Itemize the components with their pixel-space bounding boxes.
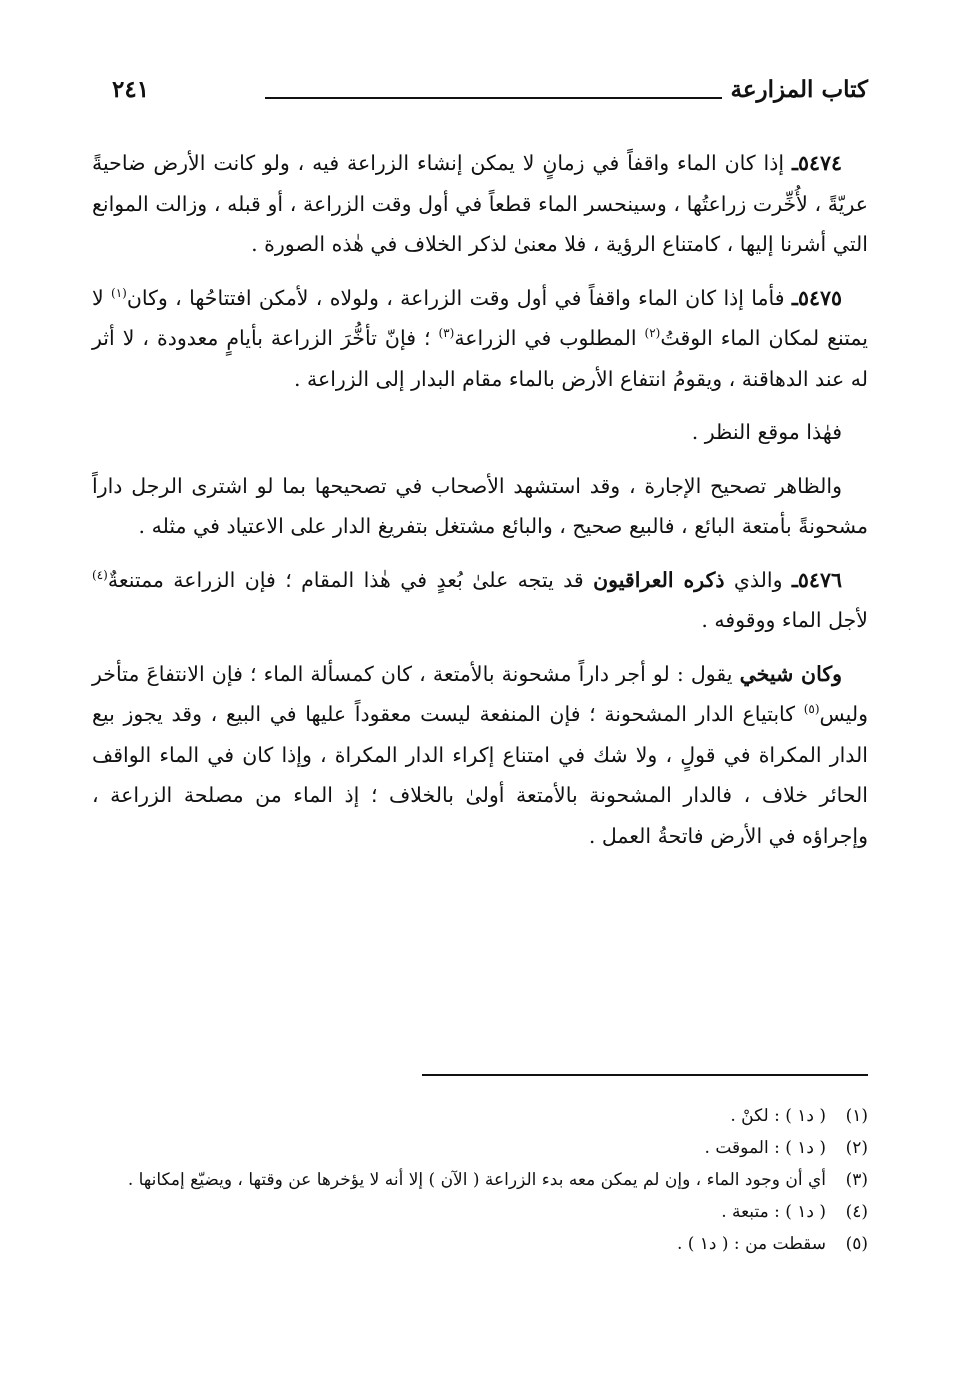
paragraph-text: فأما إذا كان الماء واقفاً في أول وقت الزراعة ، ولولاه ، لأمكن افتتاحُها ، وكان [126,285,785,310]
emphasized-text: ذكره العراقيون [593,567,725,592]
paragraph-focus [92,412,868,453]
paragraph-number: ٥٤٧٥ـ [791,285,842,310]
footnote-number: (١) [845,1106,868,1126]
paragraph-number: ٥٤٧٦ـ [791,567,842,592]
footnote-text: أي أن وجود الماء ، وإن لم يمكن معه بدء الزراعة ( الآن ) إلا أنه لا يؤخرها عن وقتها ، ويضيّع إمكانها . [127,1170,826,1190]
footnote-number: (٥) [845,1234,868,1254]
paragraph-number: ٥٤٧٤ـ [791,151,842,175]
footnote-separator [422,1074,868,1076]
paragraph-text: قد يتجه علىٰ بُعدٍ في هٰذا المقام ؛ فإن الزراعة ممتنعةٌ [107,567,584,592]
footnote-5 [92,1228,868,1260]
footnote-text: ( د١ ) : الموقت . [704,1138,826,1158]
footnote-number: (٢) [845,1138,868,1158]
paragraph-text: فهٰذا موقع النظر . [691,420,842,444]
footnote-text: ( د١ ) : لكنْ . [730,1106,826,1126]
footnote-number: (٣) [845,1170,868,1190]
footnote-ref-4: (٤) [92,567,108,582]
footnote-ref-1: (١) [111,285,127,300]
header-rule [265,97,722,99]
paragraph-5475 [92,278,868,400]
paragraph-text: كابتياع الدار المشحونة ؛ فإن المنفعة ليست معقوداً عليها في البيع ، وقد يجوز بيع الدار المكراة في قولٍ ، ولا شك في امتناع إكراء الدار المكراة ، وإذا كان في الماء الواقف الحائر خلاف ، فالدار المشحونة بالأمتعة أولىٰ بالخلاف ؛ إذ الماء من مصلحة الزراعة ، وإجراؤه في الأرض فاتحةُ العمل . [92,702,868,848]
paragraph-text: ؛ فإنّ تأخُّرَ الزراعة بأيامٍ معدودة ، لا أثر له عند الدهاقنة ، ويقومُ انتفاع الأرض بالماء مقام البدار إلى الزراعة . [92,326,868,391]
footnote-text: سقطت من : ( د١ ) . [676,1234,826,1254]
paragraph-text: إذا كان الماء واقفاً في زمانٍ لا يمكن إنشاء الزراعة فيه ، ولو كانت الأرض ضاحيةً عريّةً ، لأُخِّرت زراعتُها ، وسينحسر الماء قطعاً في أول وقت الزراعة ، أو قبله ، وزالت الموانع التي أشرنا إليها ، كامتناع الرؤية ، فلا معنىٰ لذكر الخلاف في هٰذه الصورة . [92,151,868,256]
paragraph-apparent-view [92,466,868,547]
running-title: كتاب المزارعة [730,76,868,103]
paragraph-text: والذي [733,567,783,592]
footnotes [92,1100,868,1260]
page-number: ٢٤١ [112,76,150,103]
main-text [92,143,868,869]
paragraph-text: يقول : لو أجر داراً مشحونة بالأمتعة ، كان كمسألة الماء ؛ فإن الانتفاعَ متأخر وليس [92,661,868,726]
footnote-2 [92,1132,868,1164]
paragraph-text: لأجل الماء ووقوفه . [701,608,868,632]
paragraph-5474 [92,143,868,265]
footnote-ref-3: (٣) [438,326,455,341]
footnote-ref-5: (٥) [803,702,820,717]
paragraph-text: والظاهر تصحيح الإجارة ، وقد استشهد الأصحاب في تصحيحها بما لو اشترى الرجل داراً مشحونةً بأمتعة البائع ، فالبيع صحيح ، والبائع مشتغل بتفريغ الدار على الاعتياد في مثله . [92,473,868,538]
paragraph-text: لا يمتنع لمكان الماء الوقتُ [92,285,868,350]
emphasized-text: وكان شيخي [739,661,842,686]
footnote-1 [92,1100,868,1132]
footnote-ref-2: (٢) [644,326,661,341]
paragraph-5476 [92,560,868,641]
footnote-number: (٤) [845,1202,868,1222]
page-header [90,72,868,112]
footnote-text: ( د١ ) : متبعة . [721,1202,826,1222]
paragraph-text: المطلوب في الزراعة [454,326,637,350]
footnote-4 [92,1196,868,1228]
paragraph-shaykh [92,654,868,857]
footnote-3 [92,1164,868,1196]
